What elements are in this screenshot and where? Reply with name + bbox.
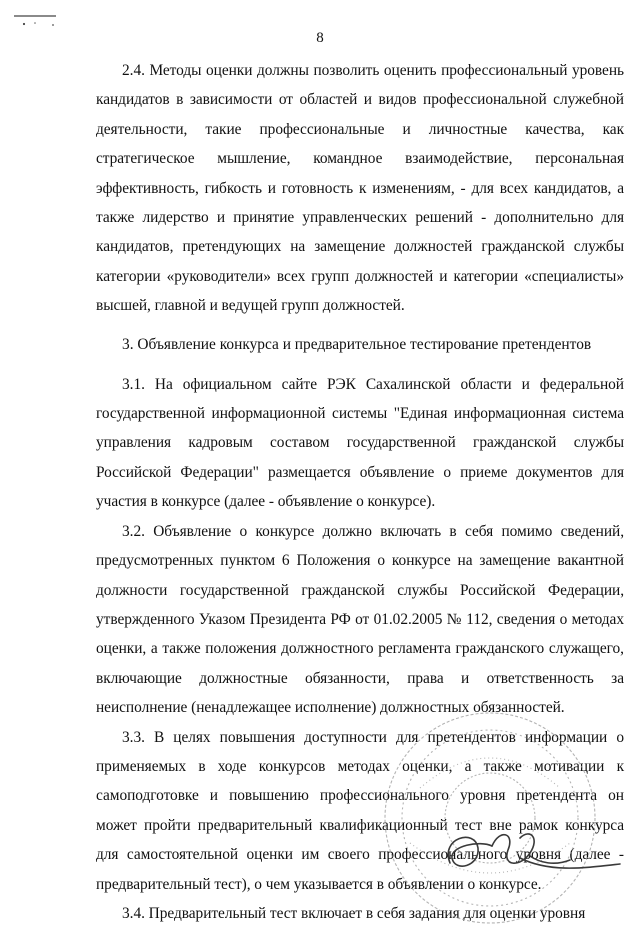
scan-artifact-mark <box>10 10 60 30</box>
section-3-heading: 3. Объявление конкурса и предварительное тестирование претендентов <box>122 335 592 353</box>
paragraph-3-3: 3.3. В целях повышения доступности для претендентов информации о применяемых в ходе конкурсов методах оценки, а также мотивации к самоподготовке и повышению профессионального уровня претендента он может пройти предварительный квалификационный тест вне рамок конкурса для самостоятельной оценки им своего профессионального уровня (далее - предварительный тест), о чем указывается в объявлении о конкурсе. <box>96 728 624 893</box>
paragraph-3-1: 3.1. На официальном сайте РЭК Сахалинской области и федеральной государственной информационной системы "Единая информационная система управления кадровым составом государственной гражданской службы Российской Федерации" размещается объявление о приеме документов для участия в конкурсе (далее - объявление о конкурсе). <box>96 375 624 511</box>
document-body <box>96 56 624 928</box>
paragraph-3-4: 3.4. Предварительный тест включает в себя задания для оценки уровня <box>122 904 586 922</box>
paragraph-2-4: 2.4. Методы оценки должны позволить оценить профессиональный уровень кандидатов в зависимости от областей и видов профессиональной служебной деятельности, такие профессиональные и личностные качества, как стратегическое мышление, командное взаимодействие, персональная эффективность, гибкость и готовность к изменениям, - для всех кандидатов, а также лидерство и принятие управленческих решений - дополнительно для кандидатов, претендующих на замещение должностей гражданской службы категории «руководители» всех групп должностей и категории «специалисты» высшей, главной и ведущей групп должностей. <box>96 62 624 315</box>
page-number: 8 <box>316 30 324 46</box>
paragraph-3-2: 3.2. Объявление о конкурсе должно включать в себя помимо сведений, предусмотренных пунктом 6 Положения о конкурсе на замещение вакантной должности государственной гражданской службы Российской Федерации, утвержденного Указом Президента РФ от 01.02.2005 № 112, сведения о методах оценки, а также положения должностного регламента гражданского служащего, включающие должностные обязанности, права и ответственность за неисполнение (ненадлежащее исполнение) должностных обязанностей. <box>96 522 624 717</box>
